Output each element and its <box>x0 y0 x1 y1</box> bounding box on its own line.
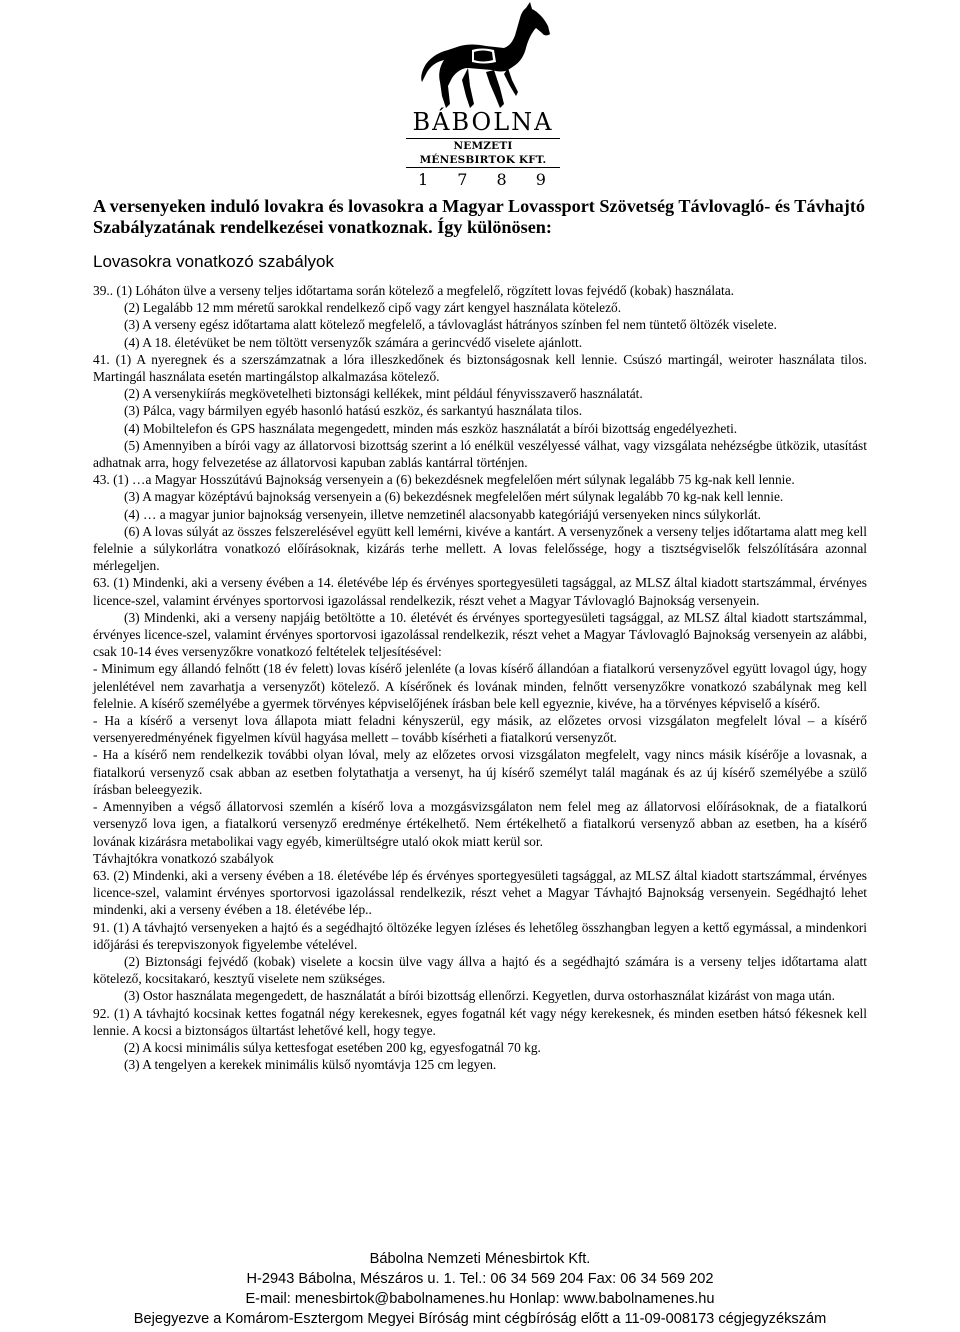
paragraph: (3) Ostor használata megengedett, de használatát a bírói bizottság ellenőrzi. Kegyetlen, durva ostorhasználat kizárást von maga után. <box>124 988 835 1004</box>
list-item: - Minimum egy állandó felnőtt (18 év felett) lovas kísérő jelenléte (a lovas kísérő állandóan a fiatalkorú versenyzővel együtt lovagol úgy, hogy jelenlétével nem zavarhatja a versenyzőt) kötelező. A kísérőnek és lovának minden, felnőtt versenyzőkre vonatkozó szabálynak meg kell felelnie. A kísérő személyébe a gyermek törvényes képviselőjének írásban bele kell egyeznie, kivéve, ha a törvényes képviselő a kísérő. <box>93 661 867 711</box>
paragraph: (2) A versenykiírás megkövetelheti biztonsági kellékek, mint például fényvisszaverő használatát. <box>124 386 643 402</box>
logo-name: BÁBOLNA <box>412 108 554 136</box>
footer-registry: Bejegyezve a Komárom-Esztergom Megyei Bíróság mint cégbíróság előtt a 11-09-008173 cégjegyzékszám <box>133 1311 827 1327</box>
paragraph: (3) A tengelyen a kerekek minimális külső nyomtávja 125 cm legyen. <box>124 1057 497 1073</box>
horse-emblem-icon <box>408 0 558 112</box>
document-body <box>93 196 867 1073</box>
paragraph: 63. (2) Mindenki, aki a verseny évében a 18. életévébe lép és érvényes sportegyesületi tagsággal, az MLSZ által kiadott startszámmal, érvényes licence-szel, valamint érvényes sportorvosi igazolással rendelkezik, részt vehet a Magyar Távhajtó Bajnokság versenyein. Segédhajtó lehet mindenki, aki a verseny évében a 18. életévébe lép.. <box>93 867 867 918</box>
page-title: A versenyeken induló lovakra és lovasokra a Magyar Lovassport Szövetség Távlovagló- és Távhajtó Szabályzatának rendelkezései vonatkoznak. Így különösen: <box>93 196 865 237</box>
paragraph: (3) A magyar középtávú bajnokság versenyein a (6) bekezdésnek megfelelően mért súlynak legalább 70 kg-nak kell lennie. <box>124 489 784 505</box>
paragraph: (4) Mobiltelefon és GPS használata megengedett, minden más eszköz használatát a bírói bizottság engedélyezheti. <box>124 420 738 436</box>
paragraph: (4) … a magyar junior bajnokság versenyein, illetve nemzetinél alacsonyabb kategóriájú versenyeken nincs súlykorlát. <box>124 506 761 522</box>
logo-subtitle: NEMZETI MÉNESBIRTOK KFT. <box>406 138 560 168</box>
paragraph: (2) Biztonsági fejvédő (kobak) viselete a kocsin ülve vagy állva a hajtó és a segédhajtó számára is a verseny teljes időtartama alatt kötelező, kocsitakaró, kesztyű viselete nem szükséges. <box>93 953 867 987</box>
paragraph: (2) Legalább 12 mm méretű sarokkal rendelkező cipő vagy zárt kengyel használata kötelező. <box>124 300 622 316</box>
paragraph: (3) Mindenki, aki a verseny napjáig betöltötte a 10. életévét és érvényes sportegyesületi tagsággal, az MLSZ által kiadott startszámmal, érvényes licence-szel, valamint érvényes sportorvosi igazolással rendelkezik, részt vehet a Magyar Távlovagló Bajnokság versenyein az alábbi, csak 10-14 éves versenyzőkre vonatkozó feltételek teljesítésével: <box>93 609 867 660</box>
paragraph: 63. (1) Mindenki, aki a verseny évében a 14. életévébe lép és érvényes sportegyesületi tagsággal, az MLSZ által kiadott startszámmal, érvényes licence-szel, valamint érvényes sportorvosi igazolással rendelkezik, részt vehet a Magyar Távlovagló Bajnokság versenyein. <box>93 575 867 608</box>
logo-year: 1 7 8 9 <box>418 170 558 189</box>
list-item: - Ha a kísérő nem rendelkezik további olyan lóval, mely az előzetes orvosi vizsgálaton megfelelt, vagy nincs másik kísérője a lovasnak, a fiatalkorú versenyző csak abban az esetben folytathatja a versenyt, ha új kísérő személyt talál magának és az új kísérő személyébe a szülő írásban beleegyezik. <box>93 747 867 797</box>
subsection-heading: Távhajtókra vonatkozó szabályok <box>93 850 274 866</box>
paragraph: (6) A lovas súlyát az összes felszerelésével együtt kell lemérni, kivéve a kantárt. A versenyzőnek a verseny teljes időtartama alatt meg kell felelnie a súlykorlátra vonatkozó előírásoknak, kizárás terhe mellett. A lovas felelőssége, hogy a tisztségviselők felszólítására azonnal mérlegeljen. <box>93 523 867 574</box>
page-footer <box>0 1249 960 1329</box>
paragraph: 43. (1) …a Magyar Hosszútávú Bajnokság versenyein a (6) bekezdésnek megfelelően mért súlynak legalább 75 kg-nak kell lennie. <box>93 472 795 488</box>
paragraph: (4) A 18. életévüket be nem töltött versenyzők számára a gerincvédő viselete ajánlott. <box>124 334 583 350</box>
babolna-logo <box>398 0 568 189</box>
paragraph: 91. (1) A távhajtó versenyeken a hajtó és a segédhajtó öltözéke legyen ízléses és lehetőleg összhangban legyen a kettő egymással, a mindenkori időjárási és terepviszonyok figyelembe vételével. <box>93 919 867 952</box>
paragraph: (5) Amennyiben a bírói vagy az állatorvosi bizottság szerint a ló enélkül veszélyessé válhat, vagy vizsgálata nehézségbe ütközik, utasítást adhatnak arra, hogy felvezetése az állatorvosi kapuban zablás kantárral történjen. <box>93 437 867 471</box>
paragraph: (2) A kocsi minimális súlya kettesfogat esetében 200 kg, egyesfogatnál 70 kg. <box>124 1039 541 1055</box>
paragraph: (3) A verseny egész időtartama alatt kötelező megfelelő, a távlovaglást hátrányos színben fel nem tüntető öltözék viselete. <box>124 317 777 333</box>
list-item: - Amennyiben a végső állatorvosi szemlén a kísérő lova a mozgásvizsgálaton nem felel meg az állatorvosi előírásoknak, de a fiatalkorú versenyző lova igen, a fiatalkorú versenyző eredménye értékelhető. Nem értékelhető a fiatalkorú versenyző abban az esetben, ha a kísérő lovának kizárásra metabolikai vagy egyéb, kimerültségre utaló okok miatt kerül sor. <box>93 799 867 849</box>
section-heading: Lovasokra vonatkozó szabályok <box>93 252 334 271</box>
paragraph: (3) Pálca, vagy bármilyen egyéb hasonló hatású eszköz, és sarkantyú használata tilos. <box>124 403 583 419</box>
paragraph: 39.. (1) Lóháton ülve a verseny teljes időtartama során kötelező a megfelelő, rögzített lovas fejvédő (kobak) használata. <box>93 283 735 298</box>
paragraph: 41. (1) A nyeregnek és a szerszámzatnak a lóra illeszkedőnek és biztonságosnak kell lennie. Csúszó martingál, weiroter használata tilos. Martingál használata esetén martingálstop alkalmazása kötelező. <box>93 351 867 385</box>
footer-company: Bábolna Nemzeti Ménesbirtok Kft. <box>369 1251 591 1267</box>
footer-address: H-2943 Bábolna, Mészáros u. 1. Tel.: 06 34 569 204 Fax: 06 34 569 202 <box>246 1271 714 1287</box>
paragraph: 92. (1) A távhajtó kocsinak kettes fogatnál négy kerekesnek, egyes fogatnál két vagy négy kerekesnek, és minden esetben hátsó fékesnek kell lennie. A kocsi a biztonságos ültartást lehetővé kell, hogy tegye. <box>93 1005 867 1038</box>
list-item: - Ha a kísérő a versenyt lova állapota miatt feladni kényszerül, egy másik, az előzetes orvosi vizsgálaton megfelelt lóval – a kísérő versenyeredményének figyelmen kívül hagyása mellett – tovább kísérheti a fiatalkorú versenyzőt. <box>93 713 867 746</box>
footer-contact: E-mail: menesbirtok@babolnamenes.hu Honlap: www.babolnamenes.hu <box>245 1291 715 1307</box>
